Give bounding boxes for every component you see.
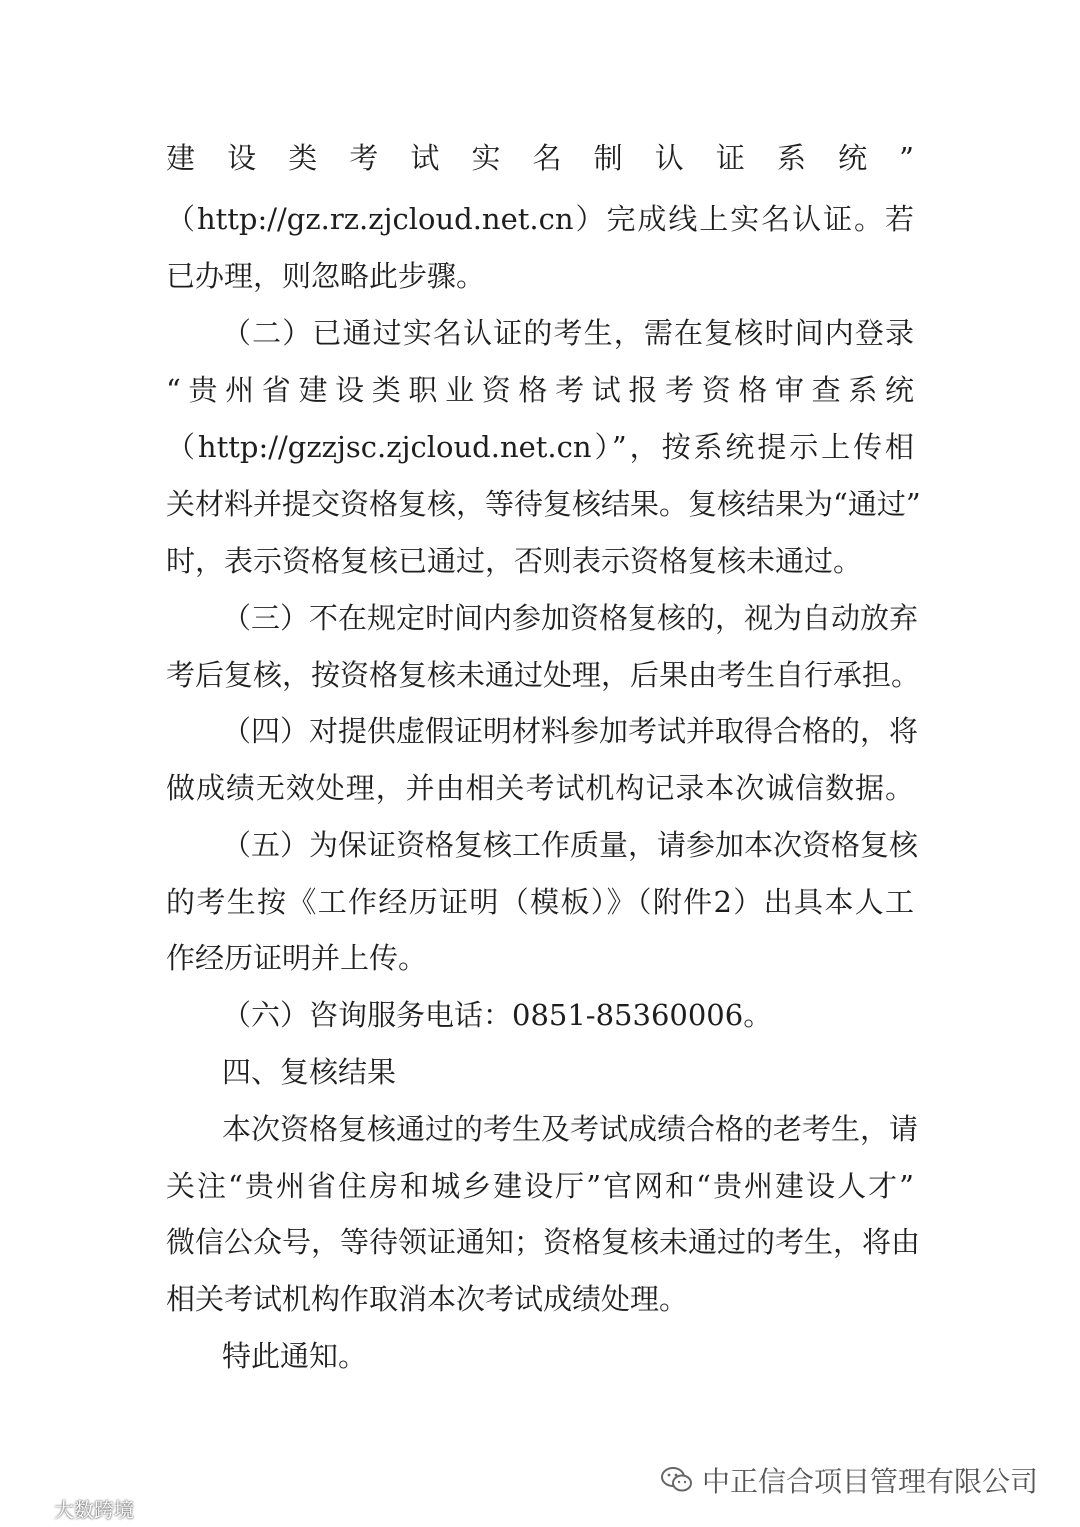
text-line-15: 作经历证明并上传。 — [166, 941, 428, 975]
watermark — [660, 1460, 1038, 1500]
text-line-21: 相关考试机构作取消本次考试成绩处理。 — [166, 1282, 689, 1316]
text-line-9: （三）不在规定时间内参加资格复核的，视为自动放弃 — [222, 601, 919, 635]
text-line-12: 做成绩无效处理，并由相关考试机构记录本次诚信数据。 — [166, 771, 914, 805]
section-heading: 四、复核结果 — [222, 1055, 397, 1089]
text-line-11: （四）对提供虚假证明材料参加考试并取得合格的，将 — [222, 714, 919, 748]
text-line-20: 微信公众号，等待领证通知；资格复核未通过的考生，将由 — [166, 1225, 921, 1259]
text-line-2: （http://gz.rz.zjcloud.net.cn）完成线上实名认证。若 — [166, 202, 914, 236]
corner-mark-text: 大数跨境 — [54, 1498, 134, 1522]
corner-mark — [6, 1494, 134, 1523]
watermark-text: 中正信合项目管理有限公司 — [701, 1465, 1038, 1498]
text-line-10: 考后复核，按资格复核未通过处理，后果由考生自行承担。 — [166, 658, 921, 692]
text-line-3: 已办理，则忽略此步骤。 — [166, 259, 486, 293]
text-line-7: 关材料并提交资格复核，等待复核结果。复核结果为“通过” — [166, 487, 921, 521]
logo-icon — [6, 1499, 50, 1519]
text-line-1: 建 设 类 考 试 实 名 制 认 证 系 统 ” — [166, 141, 914, 175]
text-line-18: 本次资格复核通过的考生及考试成绩合格的老考生，请 — [222, 1112, 919, 1146]
text-line-8: 时，表示资格复核已通过，否则表示资格复核未通过。 — [166, 544, 863, 578]
wechat-icon — [660, 1466, 694, 1494]
closing-line: 特此通知。 — [222, 1339, 368, 1373]
text-line-5: “贵州省建设类职业资格考试报考资格审查系统 — [166, 373, 914, 407]
text-line-6: （http://gzzjsc.zjcloud.net.cn）”，按系统提示上传相 — [166, 430, 914, 464]
text-line-14: 的考生按《工作经历证明（模板）》（附件2）出具本人工 — [166, 885, 914, 919]
text-line-4: （二）已通过实名认证的考生，需在复核时间内登录 — [222, 316, 914, 350]
text-line-13: （五）为保证资格复核工作质量，请参加本次资格复核 — [222, 828, 919, 862]
text-line-16: （六）咨询服务电话：0851-85360006。 — [222, 998, 773, 1032]
text-line-19: 关注“贵州省住房和城乡建设厅”官网和“贵州建设人才” — [166, 1169, 914, 1203]
